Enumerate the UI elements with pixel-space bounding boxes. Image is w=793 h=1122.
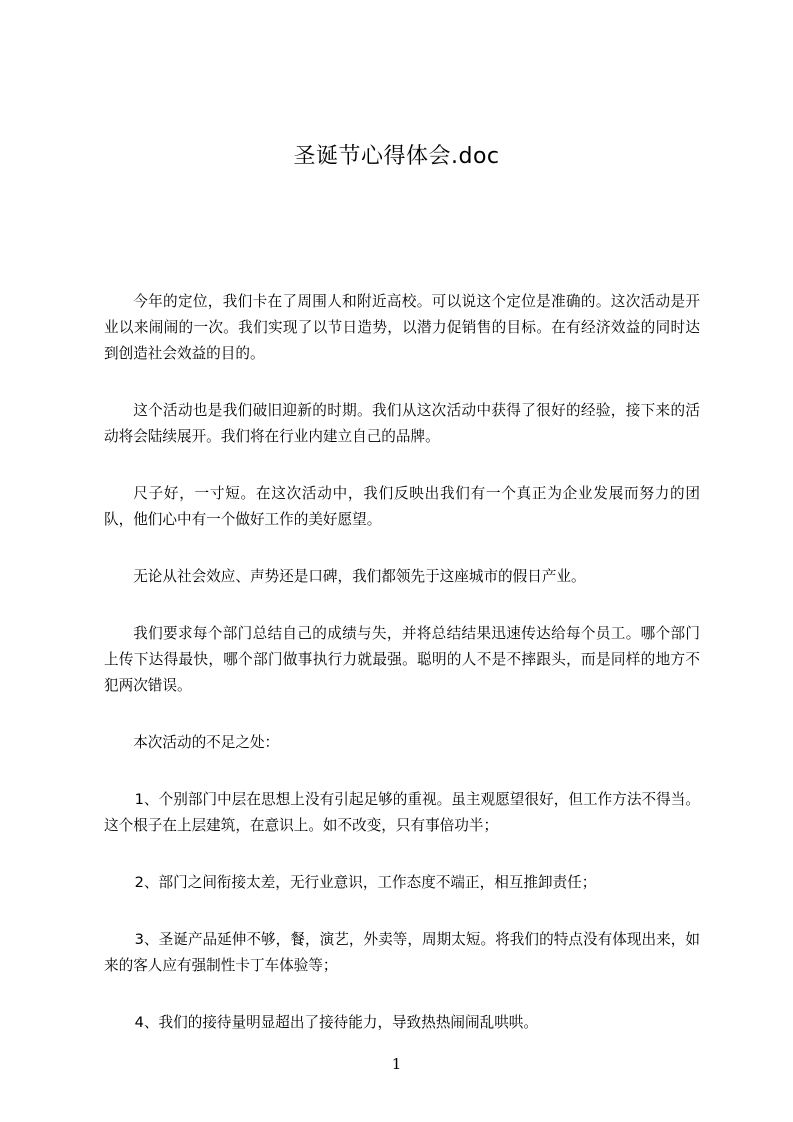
document-title: 圣诞节心得体会.doc <box>293 144 500 169</box>
paragraph-team: 尺子好，一寸短。在这次活动中，我们反映出我们有一个真正为企业发展而努力的团队，他们心中有一个做好工作的美好愿望。 <box>104 485 700 528</box>
paragraph-new-period: 这个活动也是我们破旧迎新的时期。我们从这次活动中获得了很好的经验，接下来的活动将会陆续展开。我们将在行业内建立自己的品牌。 <box>104 402 700 445</box>
list-item-shortcoming-2: 2、部门之间衔接太差，无行业意识，工作态度不端正，相互推卸责任； <box>134 874 597 891</box>
page-number: 1 <box>391 1055 402 1073</box>
paragraph-positioning: 今年的定位，我们卡在了周围人和附近高校。可以说这个定位是准确的。这次活动是开业以来闹闹的一次。我们实现了以节日造势，以潜力促销售的目标。在有经济效益的同时达到创造社会效益的目的。 <box>104 293 700 362</box>
paragraph-shortcomings-heading: 本次活动的不足之处： <box>133 734 280 751</box>
list-item-shortcoming-1: 1、个别部门中层在思想上没有引起足够的重视。虽主观愿望很好，但工作方法不得当。这个根子在上层建筑，在意识上。如不改变，只有事倍功半； <box>104 791 700 834</box>
list-item-shortcoming-4: 4、我们的接待量明显超出了接待能力，导致热热闹闹乱哄哄。 <box>134 1014 538 1031</box>
document-body <box>104 289 700 1067</box>
paragraph-reputation: 无论从社会效应、声势还是口碑，我们都领先于这座城市的假日产业。 <box>133 568 586 585</box>
paragraph-department-summary: 我们要求每个部门总结自己的成绩与失，并将总结结果迅速传达给每个员工。哪个部门上传下达得最快，哪个部门做事执行力就最强。聪明的人不是不摔跟头，而是同样的地方不犯两次错误。 <box>104 625 700 694</box>
list-item-shortcoming-3: 3、圣诞产品延伸不够，餐，演艺，外卖等，周期太短。将我们的特点没有体现出来，如来的客人应有强制性卡丁车体验等； <box>104 931 700 974</box>
